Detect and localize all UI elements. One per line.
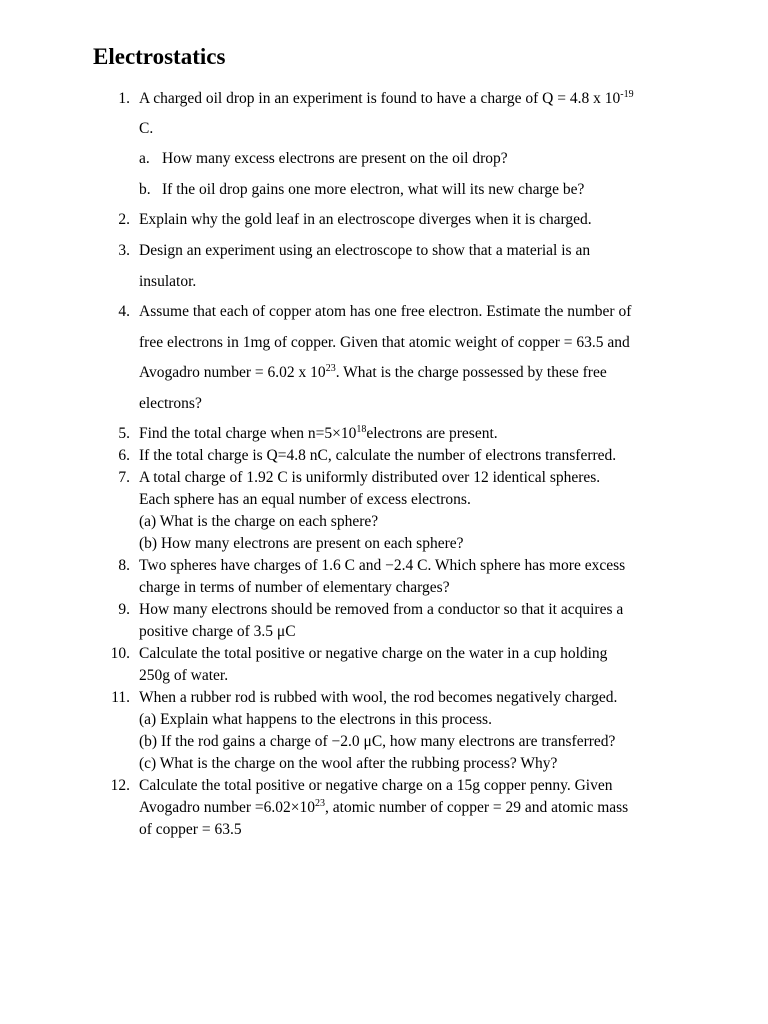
question-text-line: charge in terms of number of elementary charges? [139, 579, 450, 596]
question-text-line: How many electrons should be removed from a conductor so that it acquires a [139, 601, 624, 618]
question-text-line: A total charge of 1.92 C is uniformly distributed over 12 identical spheres. [139, 469, 601, 486]
question-number: 3. [118, 242, 130, 259]
question-text-line: free electrons in 1mg of copper. Given that atomic weight of copper = 63.5 and [139, 334, 630, 351]
superscript-exponent: 18 [356, 423, 367, 435]
page-title: Electrostatics [93, 44, 226, 69]
subquestion-label: b. [139, 181, 151, 198]
question-text-line: 250g of water. [139, 667, 229, 684]
question-number: 5. [118, 425, 130, 442]
question-number: 2. [118, 211, 130, 228]
question-text-line: Avogadro number = 6.02 x $10^{23}$. What is the charge possessed by these free [139, 362, 607, 381]
question-text-line: (a) What is the charge on each sphere? [139, 513, 379, 530]
question-number: 1. [118, 90, 130, 107]
question-text-line: Find the total charge when $n=5\times 10^{18}electrons$ are present. [139, 423, 498, 442]
question-text-line: positive charge of 3.5 μC [139, 623, 296, 640]
question-number: 11. [111, 689, 130, 706]
question-text-line: insulator. [139, 273, 197, 290]
question-text-line: Each sphere has an equal number of excess electrons. [139, 491, 471, 508]
question-text-line: (a) Explain what happens to the electrons in this process. [139, 711, 492, 728]
question-text-line: Assume that each of copper atom has one free electron. Estimate the number of [139, 303, 632, 320]
question-text-line: (b) How many electrons are present on each sphere? [139, 535, 464, 552]
subquestion-text: How many excess electrons are present on the oil drop? [162, 150, 508, 167]
question-text-line: electrons? [139, 395, 202, 412]
question-number: 4. [118, 303, 130, 320]
question-text-line: Avogadro number $=6.02\times 10^{23}$, atomic number of copper = 29 and atomic mass [139, 797, 629, 816]
question-text-line: If the total charge is Q=4.8 nC, calculate the number of electrons transferred. [139, 447, 617, 464]
question-number: 7. [118, 469, 130, 486]
question-text-line: of copper = 63.5 [139, 821, 242, 838]
subquestion-label: a. [139, 150, 150, 167]
question-text-line: C. [139, 120, 154, 137]
question-text-line: Calculate the total positive or negative charge on the water in a cup holding [139, 645, 608, 662]
question-text-line: Two spheres have charges of 1.6 C and −2.4 C. Which sphere has more excess [139, 557, 626, 574]
question-number: 12. [110, 777, 130, 794]
question-text-line: Design an experiment using an electroscope to show that a material is an [139, 242, 591, 259]
question-text-line: A charged oil drop in an experiment is found to have a charge of Q = 4.8 x $10^{-19}$ [139, 88, 634, 107]
question-text-line: Calculate the total positive or negative charge on a 15g copper penny. Given [139, 777, 613, 794]
question-text-line: (c) What is the charge on the wool after the rubbing process? Why? [139, 755, 558, 772]
question-number: 10. [110, 645, 130, 662]
question-number: 6. [118, 447, 130, 464]
question-text-line: (b) If the rod gains a charge of −2.0 μC, how many electrons are transferred? [139, 733, 616, 750]
superscript-exponent: 23 [325, 362, 336, 374]
question-number: 9. [118, 601, 130, 618]
subquestion-text: If the oil drop gains one more electron, what will its new charge be? [162, 181, 585, 198]
question-text-line: Explain why the gold leaf in an electroscope diverges when it is charged. [139, 211, 592, 228]
question-text-line: When a rubber rod is rubbed with wool, the rod becomes negatively charged. [139, 689, 618, 706]
superscript-exponent: 23 [315, 797, 326, 809]
question-number: 8. [118, 557, 130, 574]
superscript-exponent: -19 [620, 88, 634, 100]
